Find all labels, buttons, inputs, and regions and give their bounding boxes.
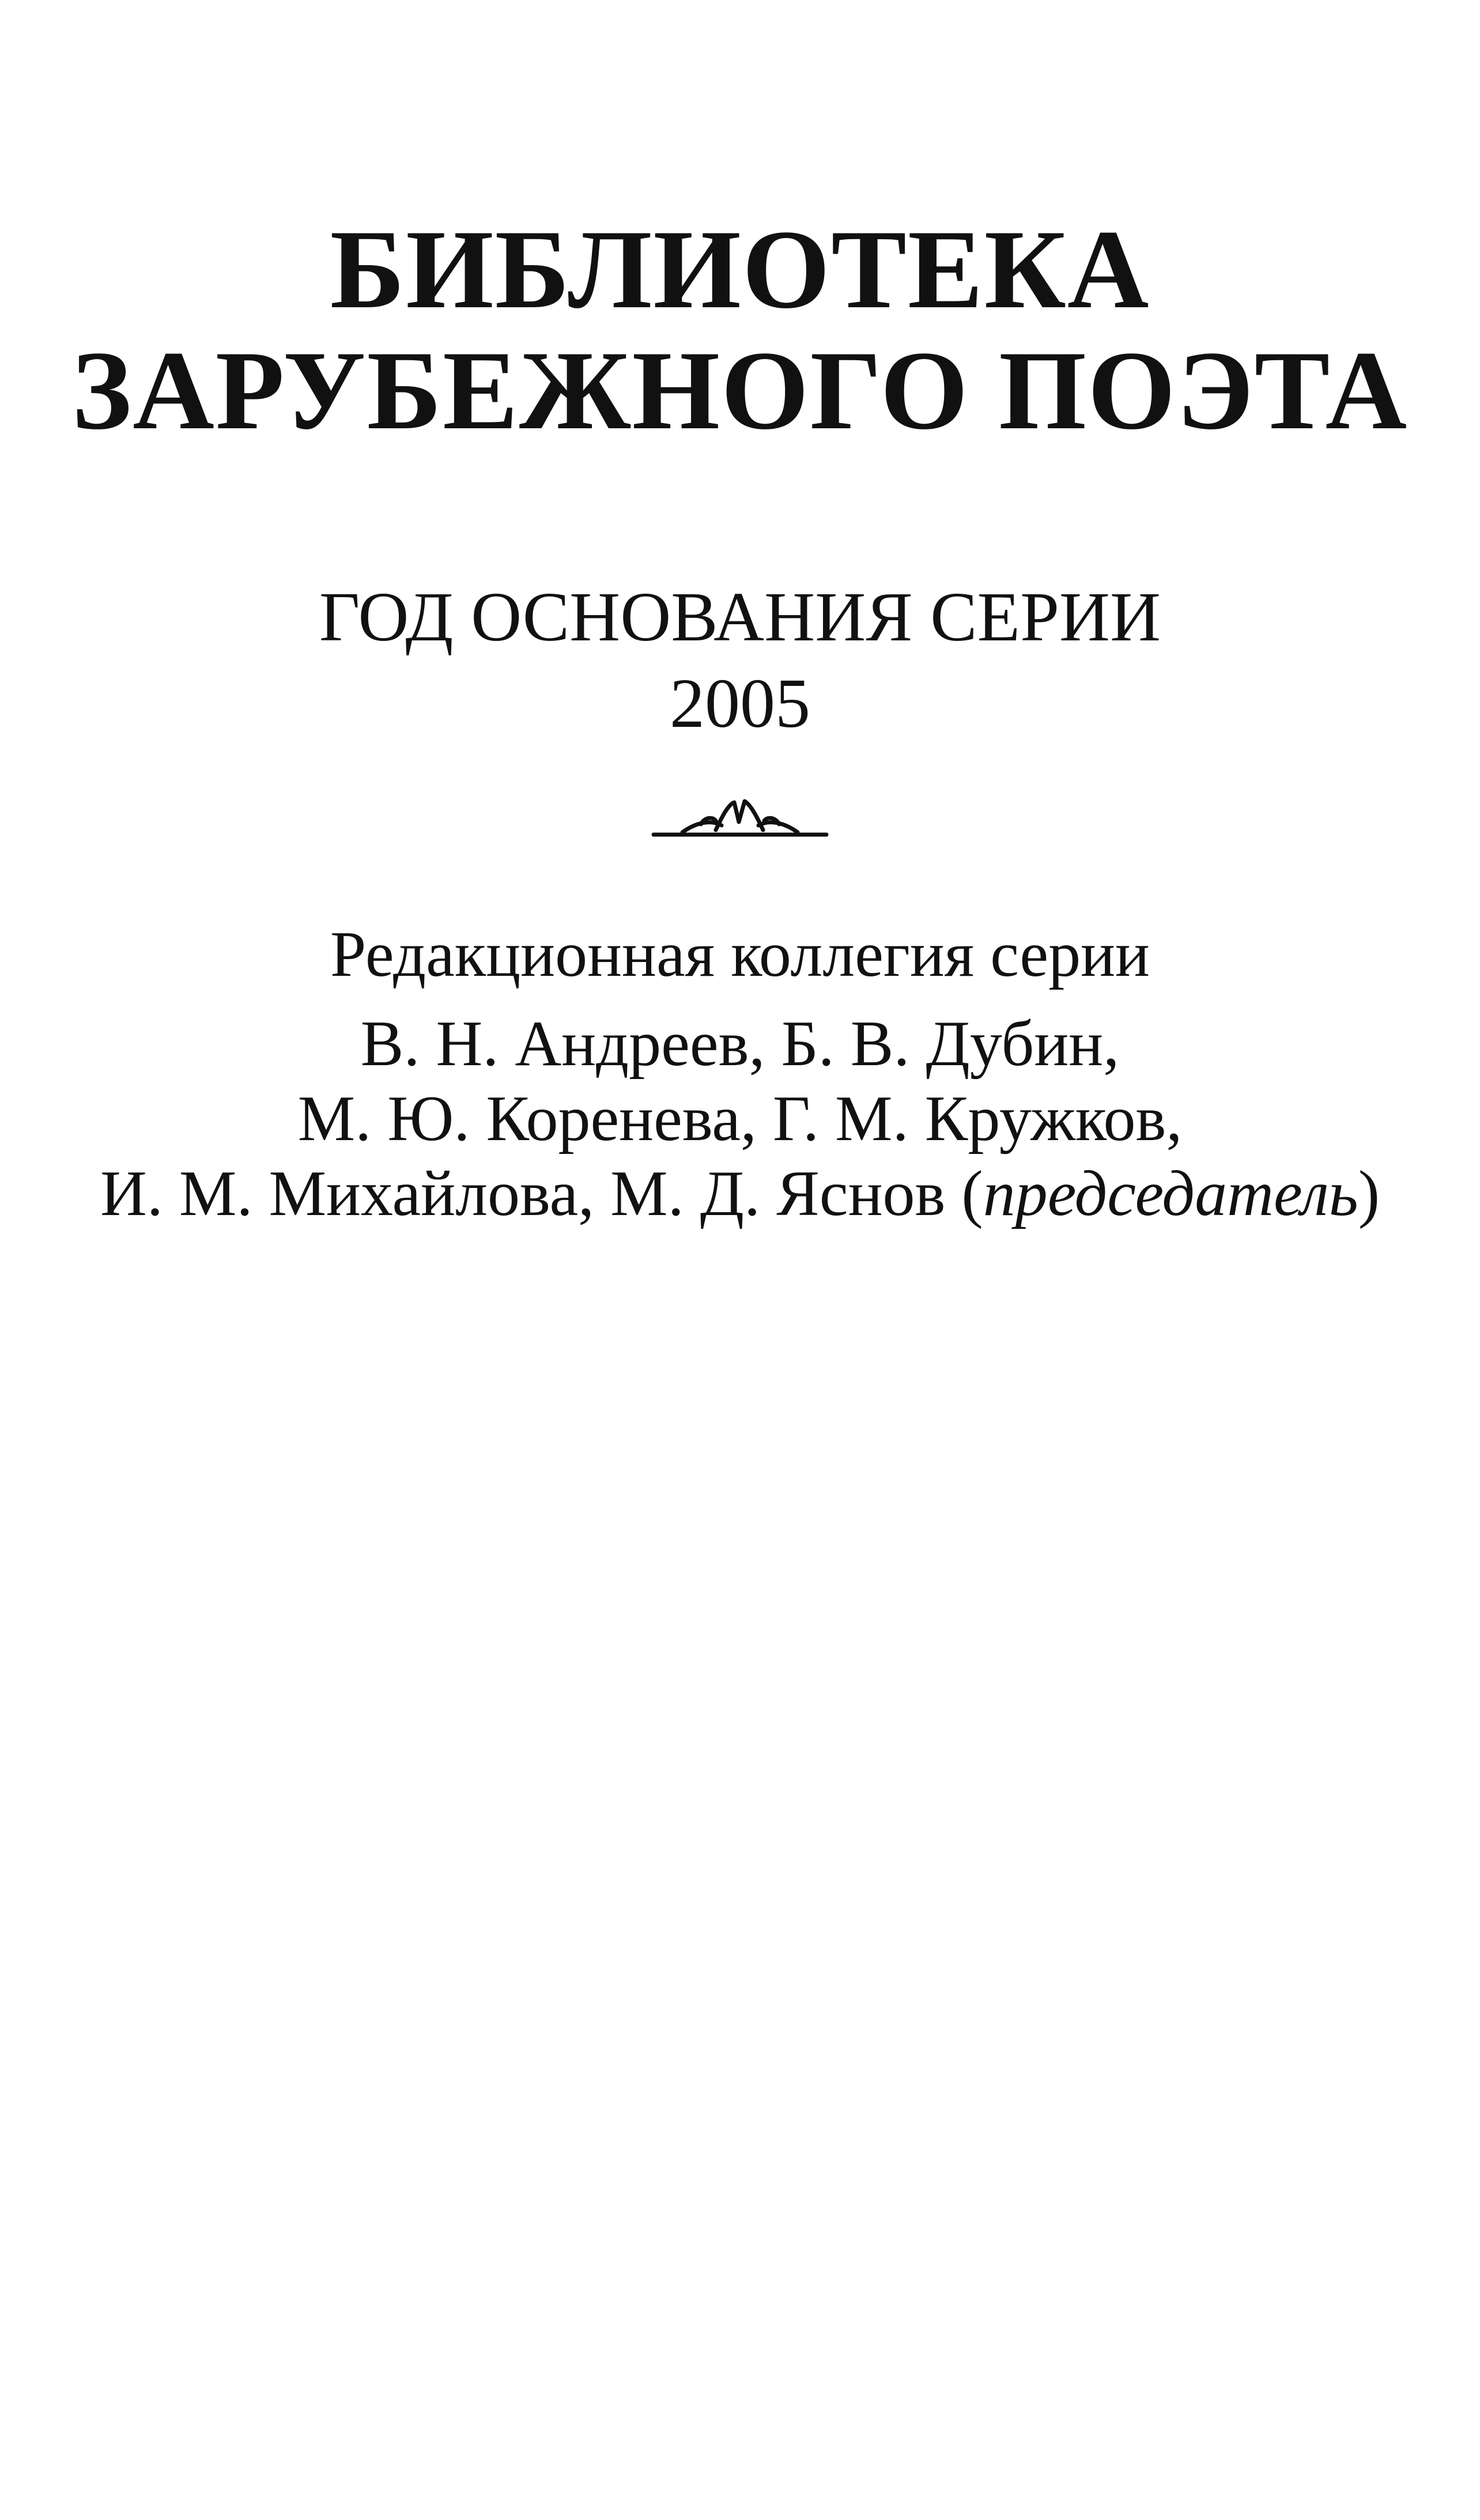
series-founded-label: ГОД ОСНОВАНИЯ СЕРИИ — [319, 578, 1161, 656]
series-title-line-2: ЗАРУБЕЖНОГО ПОЭТА — [71, 328, 1409, 453]
closing-parenthesis: ) — [1358, 1158, 1380, 1229]
series-founded-year: 2005 — [670, 665, 810, 742]
editorial-board-members-line-3 — [0, 1158, 1480, 1229]
ornament-divider-icon — [642, 790, 838, 847]
chairman-role: председатель — [983, 1158, 1358, 1229]
editorial-board-heading: Редакционная коллегия серии — [330, 919, 1150, 990]
editorial-board-members-line-1: В. Н. Андреев, Б. В. Дубин, — [360, 1008, 1120, 1080]
series-title-line-1: БИБЛИОТЕКА — [330, 207, 1150, 332]
editorial-board-members-line-3-text: И. М. Михайлова, М. Д. Яснов ( — [100, 1158, 983, 1229]
editorial-board-members-line-2: М. Ю. Коренева, Г. М. Кружков, — [297, 1083, 1183, 1155]
